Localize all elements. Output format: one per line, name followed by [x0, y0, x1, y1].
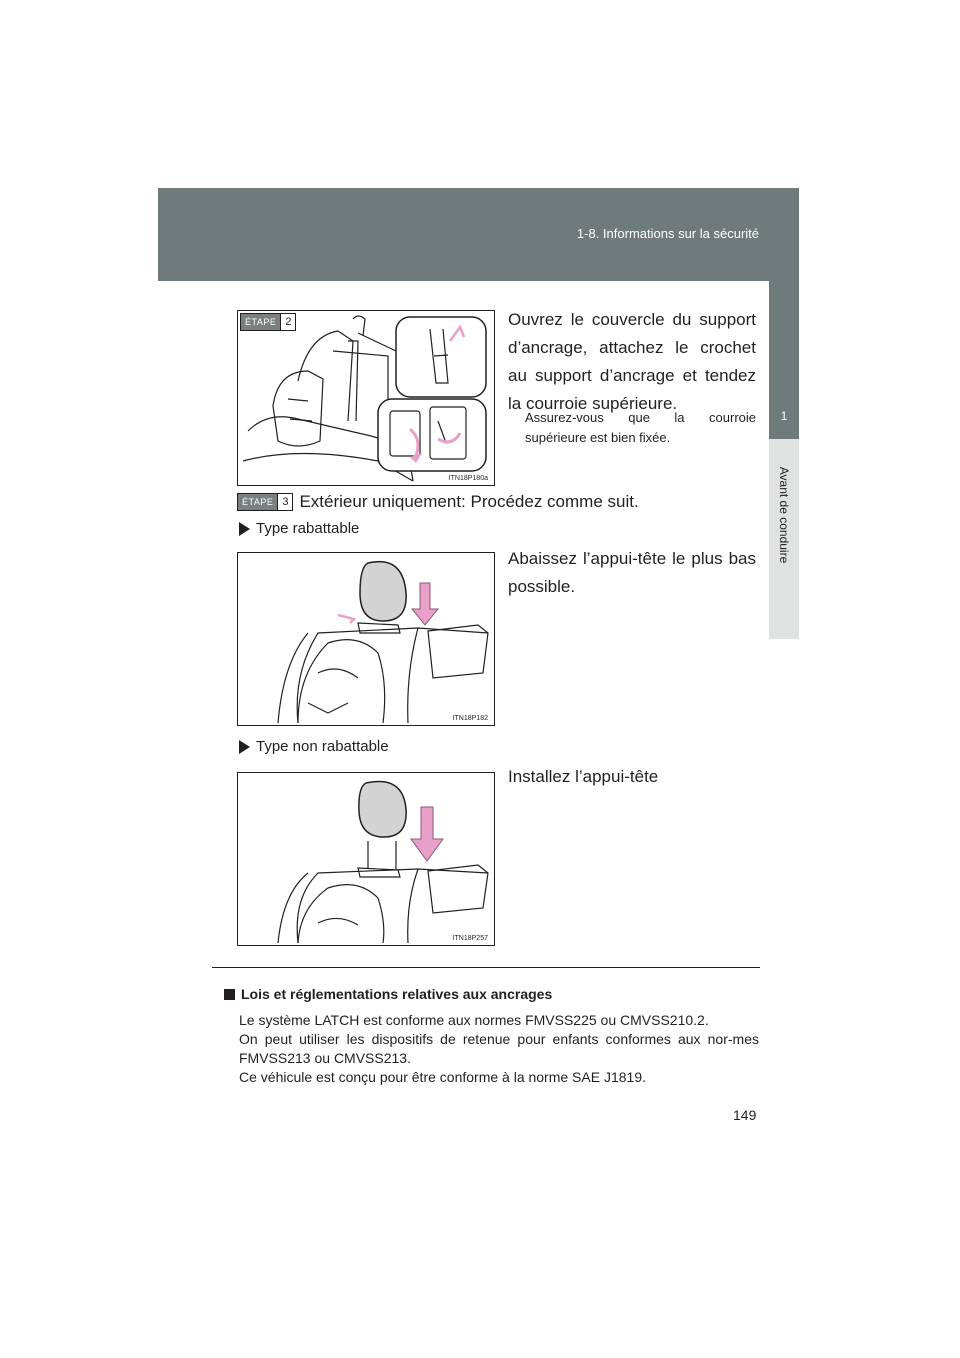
chapter-number: 1 — [780, 409, 788, 423]
figure-code: ITN18P257 — [452, 935, 488, 942]
section-header — [158, 188, 799, 281]
step-2-text: Ouvrez le couvercle du support d’ancrage, attachez le crochet au support d’ancrage et tendez la courroie supérieure. — [508, 310, 756, 413]
figure-code: ITN18P180a — [448, 475, 488, 482]
non-folding-type-text: Installez l’appui-tête — [508, 767, 659, 786]
chapter-tab — [769, 281, 799, 439]
note-body — [239, 1011, 759, 1087]
step-3-line — [237, 492, 639, 512]
section-title: 1-8. Informations sur la sécurité — [576, 226, 759, 241]
headrest-install-illustration — [238, 773, 494, 945]
child-seat-illustration — [238, 311, 494, 485]
section-divider — [212, 967, 760, 968]
step-badge-number: 2 — [280, 314, 295, 330]
step-badge-number: 3 — [277, 494, 292, 510]
step-3-badge — [237, 493, 293, 511]
non-folding-type-heading — [239, 738, 389, 755]
figure-anchor-bracket — [237, 310, 495, 486]
figure-code: ITN18P182 — [452, 715, 488, 722]
note-title — [224, 986, 552, 1002]
folding-type-text: Abaissez l’appui-tête le plus bas possible. — [508, 549, 756, 596]
note-line-2: On peut utiliser les dispositifs de retenue pour enfants conformes aux nor-mes FMVSS213 ou CMVSS213. — [239, 1031, 759, 1066]
step-2-note: Assurez-vous que la courroie supérieure est bien fixée. — [525, 410, 756, 445]
right-arrow-icon — [239, 522, 250, 536]
step-badge-label: ÉTAPE — [238, 494, 277, 510]
right-arrow-icon — [239, 740, 250, 754]
headrest-lower-illustration — [238, 553, 494, 725]
note-line-1: Le système LATCH est conforme aux normes FMVSS225 ou CMVSS210.2. — [239, 1012, 709, 1028]
note-title-text: Lois et réglementations relatives aux ancrages — [241, 986, 553, 1002]
figure-headrest-folding — [237, 552, 495, 726]
figure-headrest-non-folding — [237, 772, 495, 946]
folding-type-label: Type rabattable — [256, 520, 360, 537]
note-line-3: Ce véhicule est conçu pour être conforme à la norme SAE J1819. — [239, 1069, 646, 1085]
page-number: 149 — [733, 1107, 757, 1123]
folding-type-heading — [239, 520, 359, 537]
square-bullet-icon — [224, 989, 235, 1000]
step-badge-label: ÉTAPE — [241, 314, 280, 330]
chapter-label: Avant de conduire — [777, 466, 791, 564]
step-3-text: Extérieur uniquement: Procédez comme suit. — [299, 492, 639, 511]
non-folding-type-label: Type non rabattable — [256, 738, 389, 755]
